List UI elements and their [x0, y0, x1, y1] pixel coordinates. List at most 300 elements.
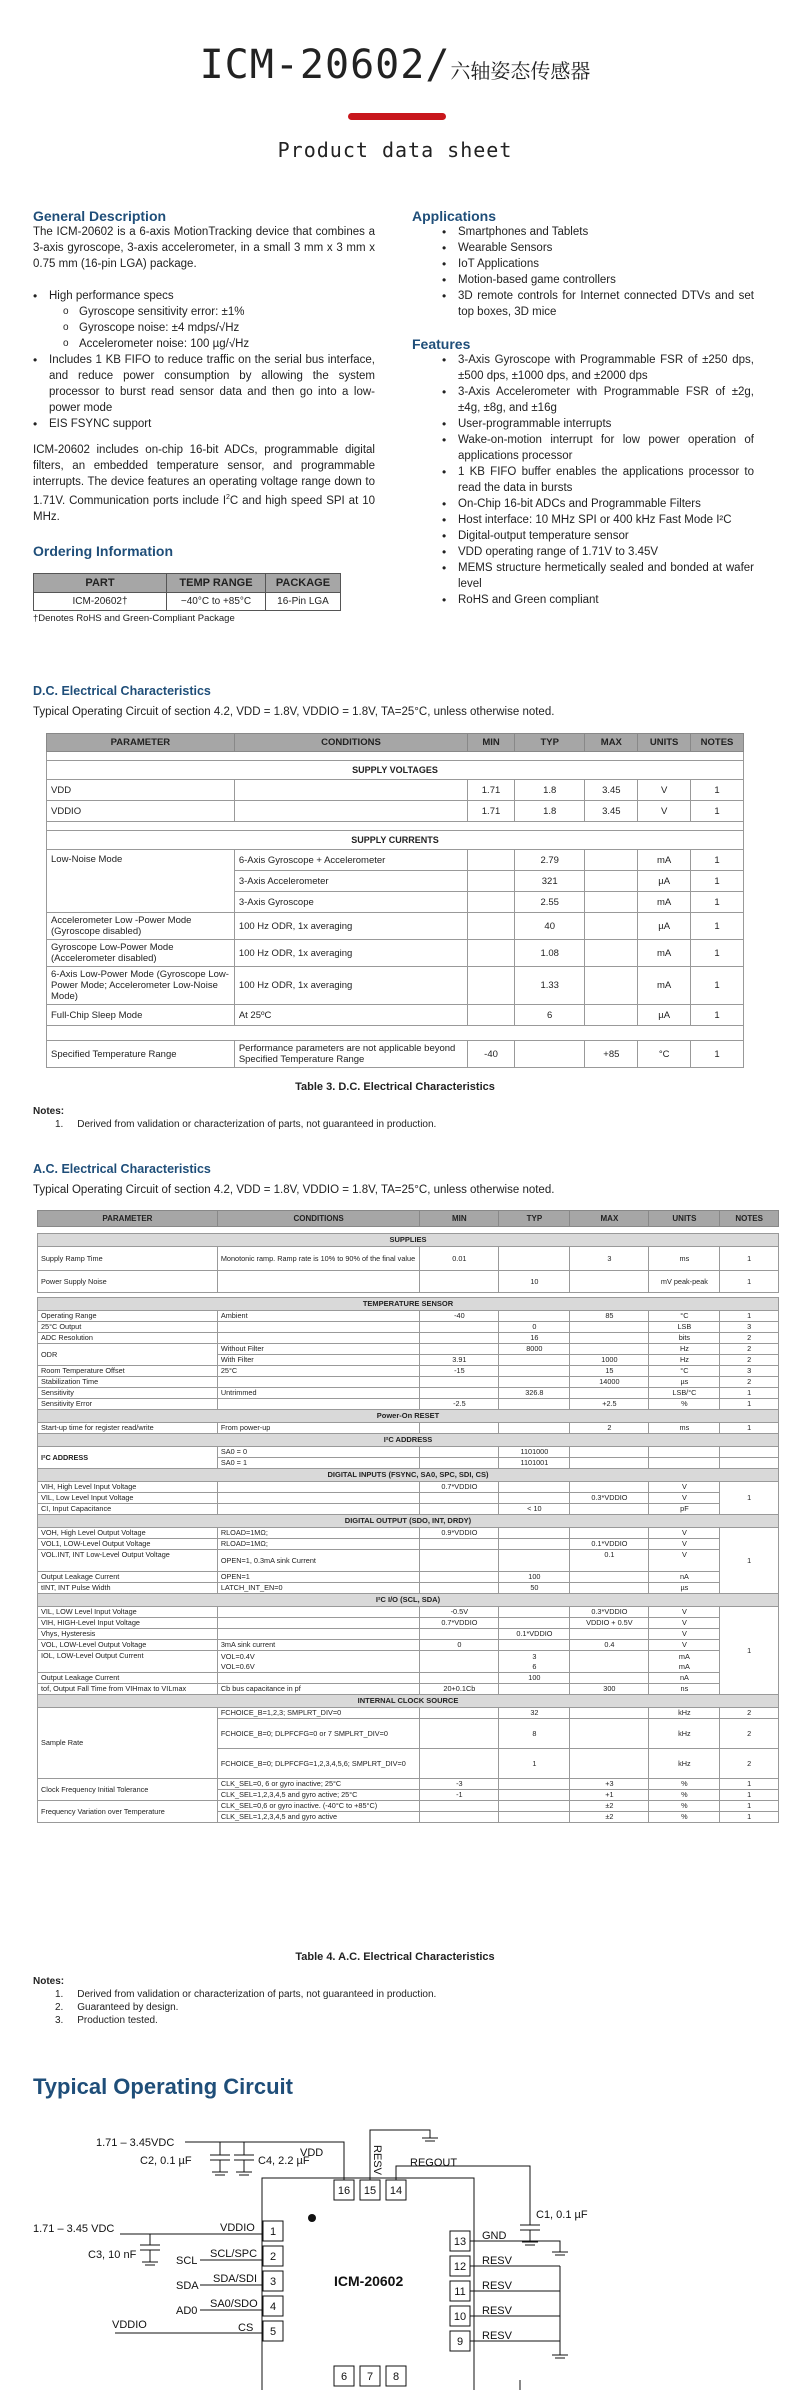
table-cell [468, 850, 515, 871]
table-cell: Operating Range [38, 1311, 218, 1322]
table-row [38, 1271, 779, 1293]
ground-c2-c4 [212, 2172, 252, 2175]
table-cell [468, 940, 515, 967]
table-cell [570, 1673, 649, 1684]
table-cell: µA [638, 1005, 691, 1026]
pin-label-1: 1 [269, 2226, 277, 2238]
table-cell: 1.08 [514, 940, 585, 967]
pin-label-10: 10 [453, 2311, 467, 2323]
list-item: • MEMS structure hermetically sealed and bonded at wafer level [458, 560, 754, 592]
dc-intro: Typical Operating Circuit of section 4.2, VDD = 1.8V, VDDIO = 1.8V, TA=25°C, unless otherwise noted. [33, 706, 555, 718]
pin-label-6: 6 [340, 2371, 348, 2383]
table-row [38, 1311, 779, 1322]
table-cell: Without Filter [217, 1344, 419, 1355]
wire-resv-gnd [552, 2266, 568, 2358]
table-cell: % [649, 1779, 720, 1790]
features-heading: Features [412, 336, 471, 352]
table-cell [649, 1458, 720, 1469]
table-cell [468, 1005, 515, 1026]
table-cell: Accelerometer Low -Power Mode (Gyroscope disabled) [47, 913, 235, 940]
label-resv-11: RESV [482, 2280, 512, 2292]
table-cell [585, 967, 638, 1005]
general-intro: The ICM-20602 is a 6-axis MotionTracking device that combines a 3-axis gyroscope, 3-axis accelerometer, in a small 3 mm x 3 mm x 0.75 mm (16-pin LGA) package. [33, 226, 375, 270]
general-para2: ICM-20602 includes on-chip 16-bit ADCs, programmable digital filters, an embedded temperature sensor, and programmable interrupts. The device features an operating voltage range down to 1.71V. Communication ports include $I^2C$ and high speed SPI at 10 MHz. [33, 444, 375, 523]
table-cell: 1.8 [514, 801, 585, 822]
table-row [38, 1618, 779, 1629]
table-header: NOTES [720, 1211, 779, 1227]
table-cell [217, 1377, 419, 1388]
label-sda-pin: SDA/SDI [213, 2273, 258, 2285]
table-cell: 1 [691, 850, 744, 871]
ordering-note: †Denotes RoHS and Green-Compliant Package [33, 612, 235, 624]
table-cell: nA [649, 1572, 720, 1583]
table-cell: From power-up [217, 1423, 419, 1434]
list-item: • 3D remote controls for Internet connected DTVs and set top boxes, 3D mice [458, 288, 754, 320]
table-cell [570, 1447, 649, 1458]
dc-heading: D.C. Electrical Characteristics [33, 684, 211, 698]
table-cell: mA [638, 967, 691, 1005]
table-cell [570, 1629, 649, 1640]
section-row: SUPPLIES [38, 1234, 779, 1247]
table-row [38, 1504, 779, 1515]
ac-intro: Typical Operating Circuit of section 4.2, VDD = 1.8V, VDDIO = 1.8V, TA=25°C, unless otherwise noted. [33, 1184, 555, 1196]
table-cell: 0.7*VDDIO [420, 1618, 499, 1629]
table-cell: µs [649, 1377, 720, 1388]
table-row [38, 1377, 779, 1388]
applications-heading: Applications [412, 208, 497, 224]
table-cell: VOL=0.4V VOL=0.6V [217, 1651, 419, 1673]
table-cell [499, 1812, 570, 1823]
table-cell [570, 1333, 649, 1344]
table-cell: 100 Hz ODR, 1x averaging [234, 967, 467, 1005]
table-cell: 3 6 [499, 1651, 570, 1673]
pin-label-13: 13 [453, 2236, 467, 2248]
table-cell: 1 [720, 1423, 779, 1434]
table-cell: 321 [514, 871, 585, 892]
table-cell [217, 1673, 419, 1684]
table-cell: SA0 = 0 [217, 1447, 419, 1458]
table-row [47, 940, 744, 967]
table-cell [499, 1550, 570, 1572]
table-cell [499, 1640, 570, 1651]
table-cell [420, 1377, 499, 1388]
table-cell: LSB [649, 1322, 720, 1333]
table-cell: mA mA [649, 1651, 720, 1673]
table-cell: Supply Ramp Time [38, 1247, 218, 1271]
table-cell: 16 [499, 1333, 570, 1344]
list-item: • Wake-on-motion interrupt for low power operation of applications processor [458, 432, 754, 464]
table-cell [720, 1458, 779, 1469]
table-cell [420, 1629, 499, 1640]
table-header: PARAMETER [38, 1211, 218, 1227]
table-cell [570, 1719, 649, 1749]
general-description-section [33, 208, 375, 624]
table-row [38, 1550, 779, 1572]
table-cell [570, 1482, 649, 1493]
title-accent-bar [348, 113, 446, 120]
table-cell [499, 1539, 570, 1550]
table-cell: RLOAD=1MΩ; [217, 1528, 419, 1539]
table-cell: FCHOICE_B=0; DLPFCFG=0 or 7 SMPLRT_DIV=0 [217, 1719, 419, 1749]
table-cell [499, 1355, 570, 1366]
table-cell [585, 871, 638, 892]
title-chinese: 六轴姿态传感器 [450, 59, 591, 83]
table-cell: At 25ºC [234, 1005, 467, 1026]
table-cell [234, 801, 467, 822]
table-cell [570, 1504, 649, 1515]
table-cell: V [638, 780, 691, 801]
table-row [38, 1708, 779, 1719]
table-cell: nA [649, 1673, 720, 1684]
label-sda: SDA [176, 2280, 199, 2292]
table-cell: °C [649, 1366, 720, 1377]
pin-label-5: 5 [269, 2326, 277, 2338]
table-cell: FCHOICE_B=1,2,3; SMPLRT_DIV=0 [217, 1708, 419, 1719]
table-cell [499, 1399, 570, 1410]
table-cell [585, 892, 638, 913]
table-cell: 1 [691, 892, 744, 913]
cap-c4 [234, 2142, 254, 2172]
table-cell [499, 1618, 570, 1629]
section-row: Power-On RESET [38, 1410, 779, 1423]
table-cell [234, 780, 467, 801]
table-cell [420, 1493, 499, 1504]
table-cell: 0.3*VDDIO [570, 1607, 649, 1618]
table-cell: Performance parameters are not applicable beyond Specified Temperature Range [234, 1041, 467, 1068]
table-cell: Sensitivity [38, 1388, 218, 1399]
table-cell: 14000 [570, 1377, 649, 1388]
table-cell: −40°C to +85°C [167, 592, 266, 610]
table-cell [420, 1388, 499, 1399]
pin-label-12: 12 [453, 2261, 467, 2273]
table-cell: 3.45 [585, 780, 638, 801]
table-cell: 1 [499, 1749, 570, 1779]
table-row [38, 1572, 779, 1583]
table-header: NOTES [691, 734, 744, 752]
table-cell [420, 1271, 499, 1293]
table-cell: V [649, 1640, 720, 1651]
table-cell: 0.7*VDDIO [420, 1482, 499, 1493]
label-scl: SCL [176, 2255, 198, 2267]
table-cell: 6-Axis Low-Power Mode (Gyroscope Low-Power Mode; Accelerometer Low-Noise Mode) [47, 967, 235, 1005]
table-row [47, 850, 744, 871]
table-cell: ns [649, 1684, 720, 1695]
table-cell [420, 1447, 499, 1458]
label-resv-12: RESV [482, 2255, 512, 2267]
list-item: o Accelerometer noise: 100 µg/√Hz [79, 336, 375, 352]
table-cell [499, 1779, 570, 1790]
table-row [38, 1388, 779, 1399]
ac-caption: Table 4. A.C. Electrical Characteristics [295, 1951, 495, 1963]
table-row [38, 1607, 779, 1618]
table-cell: 2 [720, 1355, 779, 1366]
table-cell: 1.33 [514, 967, 585, 1005]
table-cell: 3 [570, 1247, 649, 1271]
table-cell: VDDIO + 0.5V [570, 1618, 649, 1629]
section-row: SUPPLY CURRENTS [47, 831, 744, 850]
table-cell: V [649, 1539, 720, 1550]
label-vddio-bottom: VDDIO [112, 2319, 147, 2331]
table-cell: 1 [691, 913, 744, 940]
table-cell: 1 [691, 967, 744, 1005]
pin-label-4: 4 [269, 2301, 277, 2313]
section-row: INTERNAL CLOCK SOURCE [38, 1695, 779, 1708]
list-item: • IoT Applications [458, 256, 754, 272]
table-row [38, 1629, 779, 1640]
table-cell: Monotonic ramp. Ramp rate is 10% to 90% of the final value [217, 1247, 419, 1271]
dc-section [33, 684, 757, 718]
table-cell: µs [649, 1583, 720, 1594]
table-header: MAX [585, 734, 638, 752]
table-cell: mV peak-peak [649, 1271, 720, 1293]
table-cell: 3.91 [420, 1355, 499, 1366]
table-cell [217, 1607, 419, 1618]
table-row [38, 1366, 779, 1377]
table-cell [570, 1344, 649, 1355]
table-cell: 1 [720, 1247, 779, 1271]
table-cell: 50 [499, 1583, 570, 1594]
table-cell: mA [638, 850, 691, 871]
table-cell: kHz [649, 1719, 720, 1749]
table-header: TYP [499, 1211, 570, 1227]
table-cell: 0.1 [570, 1550, 649, 1572]
table-cell: 1 [720, 1801, 779, 1812]
chip-label: ICM-20602 [334, 2273, 404, 2289]
table-cell: +1 [570, 1790, 649, 1801]
table-cell [570, 1651, 649, 1673]
table-cell: 1.71 [468, 801, 515, 822]
table-cell: 3.45 [585, 801, 638, 822]
list-item: • VDD operating range of 1.71V to 3.45V [458, 544, 754, 560]
table-cell: mA [638, 940, 691, 967]
list-item: • Wearable Sensors [458, 240, 754, 256]
table-cell: 3 [720, 1366, 779, 1377]
table-cell [570, 1271, 649, 1293]
table-cell: SA0 = 1 [217, 1458, 419, 1469]
table-cell [570, 1458, 649, 1469]
table-cell: 2 [720, 1719, 779, 1749]
cap-c3 [140, 2234, 160, 2265]
table-cell: 2 [720, 1344, 779, 1355]
table-cell: -2.5 [420, 1399, 499, 1410]
pin-label-3: 3 [269, 2276, 277, 2288]
table-cell [499, 1366, 570, 1377]
table-cell: IOL, LOW-Level Output Current [38, 1651, 218, 1673]
table-cell: kHz [649, 1749, 720, 1779]
table-cell: 1 [720, 1790, 779, 1801]
table-row [47, 801, 744, 822]
table-cell: +3 [570, 1779, 649, 1790]
table-cell: ms [649, 1423, 720, 1434]
table-cell: 10 [499, 1271, 570, 1293]
section-row: SUPPLY VOLTAGES [47, 761, 744, 780]
table-cell: CLK_SEL=0,6 or gyro inactive. (-40°C to +85°C) [217, 1801, 419, 1812]
table-cell: % [649, 1399, 720, 1410]
table-row [38, 1583, 779, 1594]
label-c1: C1, 0.1 µF [536, 2209, 588, 2221]
table-cell: -15 [420, 1366, 499, 1377]
table-cell: 1 [720, 1311, 779, 1322]
table-cell [585, 913, 638, 940]
table-cell: 25°C [217, 1366, 419, 1377]
list-item: • Smartphones and Tablets [458, 224, 754, 240]
table-cell [217, 1629, 419, 1640]
ac-note-3: 3. Production tested. [55, 2015, 158, 2026]
table-cell: ODR [38, 1344, 218, 1366]
table-cell: Start-up time for register read/write [38, 1423, 218, 1434]
table-cell [499, 1790, 570, 1801]
label-c2: C2, 0.1 µF [140, 2155, 192, 2167]
table-cell: 32 [499, 1708, 570, 1719]
table-cell [420, 1801, 499, 1812]
table-cell: 2.79 [514, 850, 585, 871]
table-cell: ICM-20602† [34, 592, 167, 610]
table-cell: µA [638, 871, 691, 892]
table-cell: 3-Axis Gyroscope [234, 892, 467, 913]
table-cell: VDDIO [47, 801, 235, 822]
pin-label-7: 7 [366, 2371, 374, 2383]
table-cell [217, 1399, 419, 1410]
table-cell: 6-Axis Gyroscope + Accelerometer [234, 850, 467, 871]
table-cell: 0 [420, 1640, 499, 1651]
table-cell: 100 Hz ODR, 1x averaging [234, 913, 467, 940]
table-cell: 1 [691, 940, 744, 967]
table-cell: mA [638, 892, 691, 913]
ac-notes: Notes: 1. Derived from validation or characterization of parts, not guaranteed in production. 2. Guaranteed by design. 3. Production tested. [33, 1976, 437, 2026]
table-cell: 0.3*VDDIO [570, 1493, 649, 1504]
label-ad0-pin: SA0/SDO [210, 2298, 258, 2310]
table-cell: V [649, 1550, 720, 1572]
list-item: • Motion-based game controllers [458, 272, 754, 288]
pin-label-9: 9 [456, 2336, 464, 2348]
table-cell [585, 1005, 638, 1026]
table-cell: 2.55 [514, 892, 585, 913]
table-row [38, 1651, 779, 1673]
list-item: o Gyroscope noise: ±4 mdps/√Hz [79, 320, 375, 336]
table-cell: Cb bus capacitance in pf [217, 1684, 419, 1695]
label-gnd: GND [482, 2230, 507, 2242]
table-cell [217, 1504, 419, 1515]
table-cell [420, 1504, 499, 1515]
table-cell: 2 [720, 1377, 779, 1388]
label-vdd: VDD [300, 2147, 324, 2159]
list-item: • On-Chip 16-bit ADCs and Programmable Filters [458, 496, 754, 512]
table-cell: ms [649, 1247, 720, 1271]
table-cell: Output Leakage Current [38, 1673, 218, 1684]
table-cell: Room Temperature Offset [38, 1366, 218, 1377]
general-description-heading: General Description [33, 208, 167, 224]
table-header: CONDITIONS [234, 734, 467, 752]
table-cell: Sample Rate [38, 1708, 218, 1779]
pin1-marker [308, 2214, 316, 2222]
table-cell [514, 1041, 585, 1068]
table-cell: 3 [720, 1322, 779, 1333]
table-cell: Clock Frequency Initial Tolerance [38, 1779, 218, 1801]
table-cell: 25°C Output [38, 1322, 218, 1333]
table-row [38, 1684, 779, 1695]
table-cell: -3 [420, 1779, 499, 1790]
table-row [47, 967, 744, 1005]
list-item: o Gyroscope sensitivity error: ±1% [79, 304, 375, 320]
table-row [38, 1344, 779, 1355]
table-cell: 1 [691, 871, 744, 892]
table-cell: bits [649, 1333, 720, 1344]
section-row: I²C ADDRESS [38, 1434, 779, 1447]
table-row [38, 1247, 779, 1271]
table-cell: With Filter [217, 1355, 419, 1366]
table-cell: 1 [720, 1607, 779, 1695]
table-cell: 2 [720, 1333, 779, 1344]
table-header: PARAMETER [47, 734, 235, 752]
table-header: MIN [468, 734, 515, 752]
table-cell: 1 [691, 1041, 744, 1068]
table-cell: 1 [691, 801, 744, 822]
list-item: • 3-Axis Accelerometer with Programmable FSR of ±2g, ±4g, ±8g, and ±16g [458, 384, 754, 416]
table-cell: % [649, 1801, 720, 1812]
table-row [38, 1640, 779, 1651]
table-row [38, 1322, 779, 1333]
table-cell: LATCH_INT_EN=0 [217, 1583, 419, 1594]
table-cell [420, 1673, 499, 1684]
table-cell [47, 822, 744, 831]
table-cell [499, 1377, 570, 1388]
table-cell: OPEN=1 [217, 1572, 419, 1583]
table-cell: 2 [720, 1708, 779, 1719]
table-cell: ±2 [570, 1801, 649, 1812]
table-cell [420, 1749, 499, 1779]
table-cell [499, 1423, 570, 1434]
table-cell: 2 [570, 1423, 649, 1434]
table-cell: Vhys, Hysteresis [38, 1629, 218, 1640]
table-cell: VIH, High Level Input Voltage [38, 1482, 218, 1493]
dc-note-1: 1. Derived from validation or characterization of parts, not guaranteed in production. [55, 1119, 437, 1130]
table-cell: VDD [47, 780, 235, 801]
general-bullets [33, 288, 375, 432]
table-cell: VOL, LOW-Level Output Voltage [38, 1640, 218, 1651]
table-row [38, 1447, 779, 1458]
table-cell: Specified Temperature Range [47, 1041, 235, 1068]
table-cell: < 10 [499, 1504, 570, 1515]
table-header: TEMP RANGE [167, 573, 266, 592]
table-cell: 40 [514, 913, 585, 940]
table-cell [585, 940, 638, 967]
label-c3: C3, 10 nF [88, 2249, 137, 2261]
table-cell [420, 1719, 499, 1749]
pin-label-15: 15 [363, 2185, 377, 2197]
ac-section [33, 1162, 757, 1196]
table-cell: °C [649, 1311, 720, 1322]
table-cell [217, 1333, 419, 1344]
table-cell: tof, Output Fall Time from VIHmax to VILmax [38, 1684, 218, 1695]
table-cell: 2 [720, 1749, 779, 1779]
table-cell [720, 1447, 779, 1458]
table-cell: 326.8 [499, 1388, 570, 1399]
table-header: UNITS [638, 734, 691, 752]
label-resv-10: RESV [482, 2305, 512, 2317]
table-header: PART [34, 573, 167, 592]
table-cell: RLOAD=1MΩ; [217, 1539, 419, 1550]
table-row [38, 1673, 779, 1684]
table-cell [217, 1482, 419, 1493]
table-cell [38, 1227, 779, 1234]
table-row [38, 1539, 779, 1550]
ac-heading: A.C. Electrical Characteristics [33, 1162, 211, 1176]
table-cell: LSB/°C [649, 1388, 720, 1399]
table-cell [217, 1271, 419, 1293]
table-cell [570, 1749, 649, 1779]
table-row [38, 1779, 779, 1790]
table-cell: -40 [420, 1311, 499, 1322]
